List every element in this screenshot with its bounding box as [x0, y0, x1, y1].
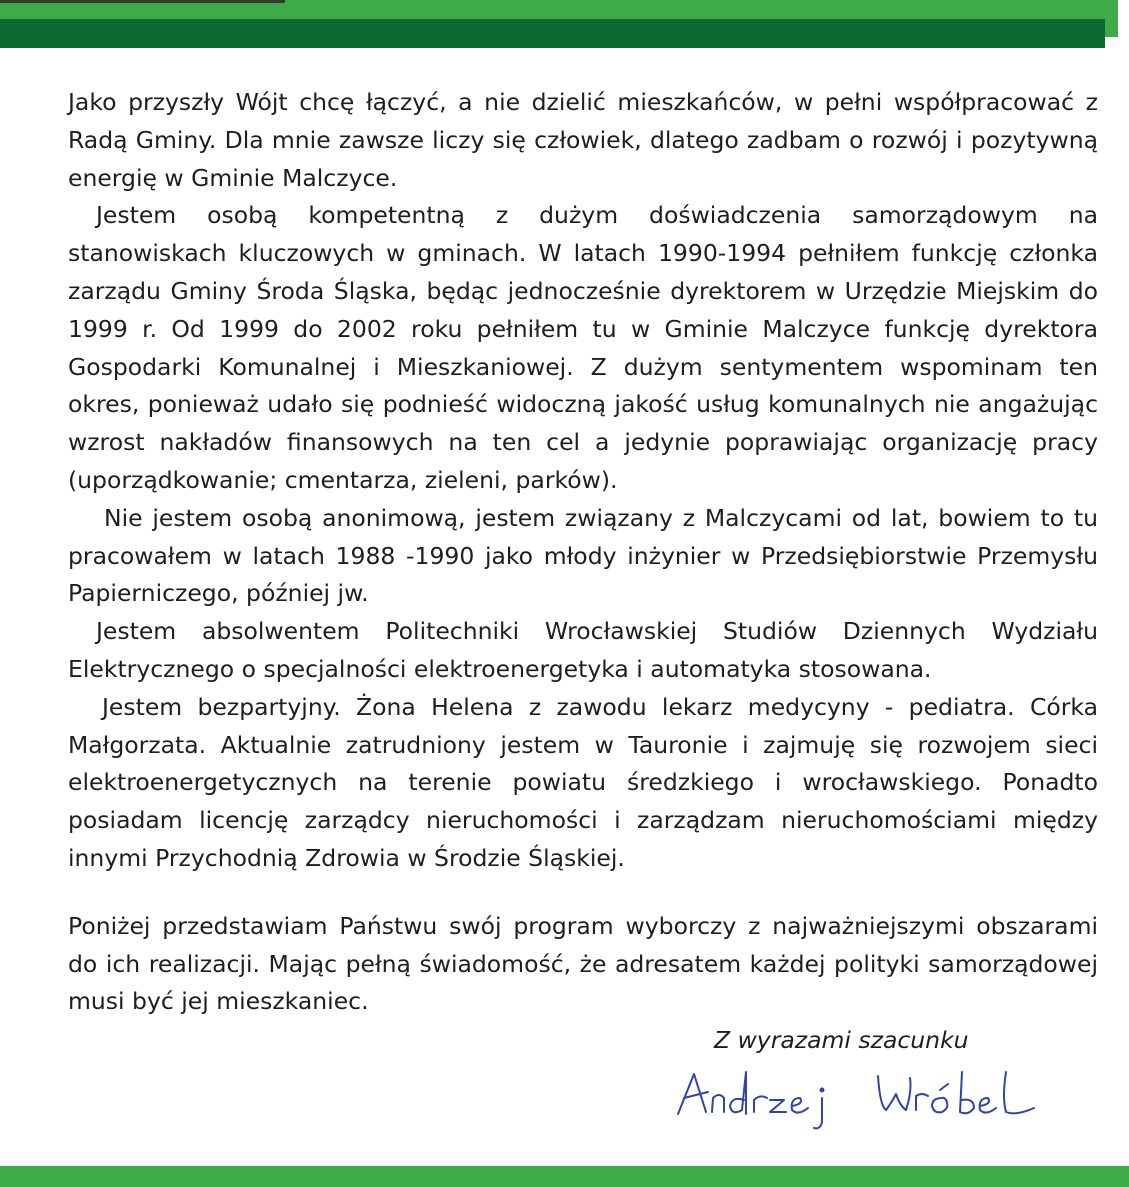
- signature-icon: [672, 1062, 1042, 1138]
- letter-body: [68, 84, 1098, 1021]
- paragraph-intro: Jako przyszły Wójt chcę łączyć, a nie dzielić mieszkańców, w pełni współpracować z Radą Gminy. Dla mnie zawsze liczy się człowiek, dlatego zadbam o rozwój i pozytywną energię w Gminie Malczyce.: [68, 88, 1098, 192]
- paragraph-education: Jestem absolwentem Politechniki Wrocławskiej Studiów Dziennych Wydziału Elektrycznego o specjalności elektroenergetyka i automatyka stosowana.: [68, 617, 1098, 683]
- paragraph-program: Poniżej przedstawiam Państwu swój program wyborczy z najważniejszymi obszarami do ich realizacji. Mając pełną świadomość, że adresatem każdej polityki samorządowej musi być jej mieszkaniec.: [68, 911, 1098, 1016]
- top-banner-edge: [0, 0, 285, 3]
- paragraph-connection: Nie jestem osobą anonimową, jestem związany z Malczycami od lat, bowiem to tu pracowałem w latach 1988 -1990 jako młody inżynier w Przedsiębiorstwie Przemysłu Papierniczego, później jw.: [68, 503, 1098, 608]
- signature: [672, 1062, 1042, 1138]
- bottom-banner-stripe: [0, 1166, 1129, 1187]
- paragraph-personal: Jestem bezpartyjny. Żona Helena z zawodu lekarz medycyny - pediatra. Córka Małgorzata. Aktualnie zatrudniony jestem w Tauronie i zajmuję się rozwojem sieci elektroenergetycznych na terenie powiatu średzkiego i wrocławskiego. Ponadto posiadam licencję zarządcy nieruchomości i zarządzam nieruchomościami między innymi Przychodnią Zdrowia w Środzie Śląskiej.: [68, 692, 1098, 872]
- top-banner-dark-stripe: [0, 19, 1105, 48]
- closing-line: Z wyrazami szacunku: [714, 1026, 969, 1054]
- paragraph-experience: Jestem osobą kompetentną z dużym doświadczenia samorządowym na stanowiskach kluczowych w gminach. W latach 1990-1994 pełniłem funkcję członka zarządu Gminy Środa Śląska, będąc jednocześnie dyrektorem w Urzędzie Miejskim do 1999 r. Od 1999 do 2002 roku pełniłem tu w Gminie Malczyce funkcję dyrektora Gospodarki Komunalnej i Mieszkaniowej. Z dużym sentymentem wspominam ten okres, ponieważ udało się podnieść widoczną jakość usług komunalnych nie angażując wzrost nakładów finansowych na ten cel a jedynie poprawiając organizację pracy (uporządkowanie; cmentarza, zieleni, parków).: [68, 201, 1098, 494]
